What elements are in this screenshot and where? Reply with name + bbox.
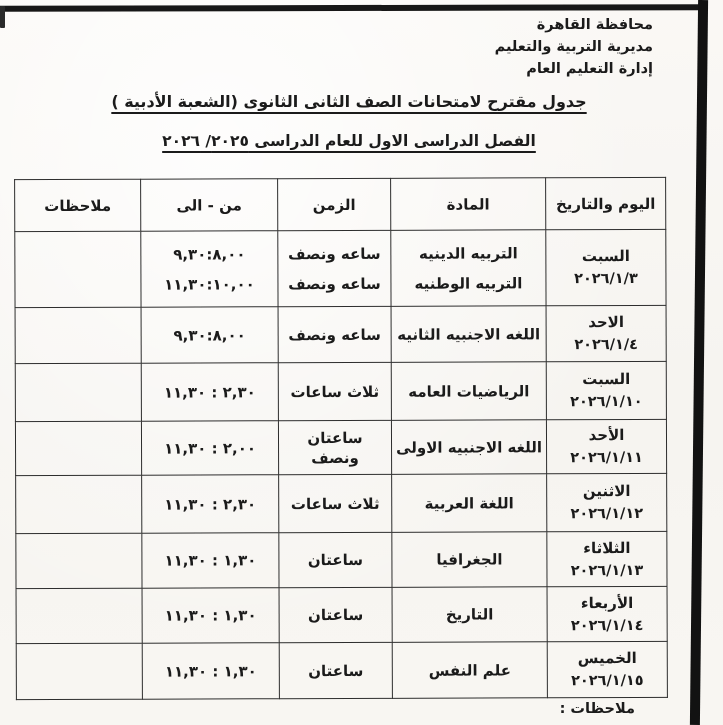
day-name: الاثنين: [582, 481, 631, 501]
day-name: السبت: [582, 369, 631, 389]
cell-subject: [392, 642, 547, 699]
time-line: ١١,٣٠:١٠,٠٠: [164, 274, 255, 294]
header-day-date: اليوم والتاريخ: [546, 177, 666, 229]
subject-line: اللغه الاجنبيه الاولى: [396, 437, 543, 457]
day-name: الأربعاء: [580, 593, 634, 612]
subject-line: علم النفس: [428, 660, 511, 680]
time-line: ٩,٣٠:٨,٠٠: [173, 325, 246, 345]
exam-date: ٢٠٢٦/١/١٤: [570, 617, 644, 634]
cell-day-date: [547, 641, 667, 697]
subject-line: اللغه الاجنبيه الثانيه: [397, 324, 541, 344]
exam-date: ٢٠٢٦/١/١٢: [570, 505, 644, 523]
time-line: ١,٣٠ : ١١,٣٠: [164, 551, 257, 570]
cell-day-date: [546, 229, 666, 305]
header-from-to: من - الى: [141, 179, 278, 231]
cell-from-to: [142, 475, 279, 533]
exam-schedule-table: [14, 177, 668, 700]
duration-line: ساعتان ونصف: [307, 428, 363, 467]
time-line: ١,٣٠ : ١١,٣٠: [164, 606, 257, 625]
subject-line: التربيه الوطنيه: [414, 273, 523, 293]
duration-line: ساعتان: [307, 605, 364, 625]
exam-table-body: [15, 229, 668, 699]
exam-date: ٢٠٢٦/١/٤: [574, 336, 639, 354]
duration-line: ساعه ونصف: [288, 244, 381, 263]
letterhead-administration: إدارة التعليم العام: [526, 61, 653, 77]
cell-subject: [392, 587, 547, 643]
time-line: ١,٣٠ : ١١,٣٠: [164, 661, 257, 681]
table-row: [15, 229, 666, 307]
table-row: [16, 531, 667, 588]
table-row: [15, 361, 666, 421]
header-duration: الزمن: [278, 178, 391, 230]
cell-duration: [279, 532, 392, 587]
cell-from-to: [141, 421, 278, 475]
cell-notes: [16, 643, 142, 699]
table-row: [16, 641, 667, 699]
cell-from-to: [142, 643, 279, 699]
cell-from-to: [142, 588, 279, 643]
subject-line: الجغرافيا: [436, 550, 503, 569]
cell-subject: [392, 532, 547, 588]
time-line: ٢,٣٠ : ١١,٣٠: [164, 494, 257, 514]
subject-line: التربيه الدينيه: [418, 243, 518, 263]
cell-day-date: [547, 586, 667, 641]
cell-notes: [15, 231, 141, 307]
time-line: ٩,٣٠:٨,٠٠: [173, 244, 246, 264]
exam-date: ٢٠٢٦/١/١٥: [571, 672, 644, 690]
table-row: [16, 473, 667, 533]
day-name: الثلاثاء: [583, 538, 631, 557]
cell-notes: [16, 475, 142, 533]
scan-top-edge-bar: [0, 4, 708, 11]
duration-line: ساعه ونصف: [288, 325, 381, 344]
cell-notes: [16, 588, 142, 643]
exam-date: ٢٠٢٦/١/١١: [570, 449, 643, 467]
document-subtitle: الفصل الدراسى الاول للعام الدراسى ٢٠٢٥/ ٢٠٢٦: [162, 132, 536, 150]
cell-subject: [391, 306, 546, 363]
cell-subject: [391, 230, 546, 307]
duration-line: ثلاث ساعات: [290, 494, 380, 513]
cell-from-to: [141, 363, 278, 421]
header-notes: ملاحظات: [15, 179, 141, 231]
cell-subject: [392, 474, 547, 533]
document-title: جدول مقترح لامتحانات الصف الثانى الثانوى (الشعبة الأدبية ): [111, 92, 587, 111]
subject-line: التاريخ: [445, 605, 494, 624]
cell-day-date: [547, 531, 667, 586]
day-name: الأحد: [588, 426, 625, 445]
cell-notes: [15, 363, 141, 421]
header-subject: المادة: [391, 178, 546, 231]
day-name: الاحد: [588, 313, 625, 332]
subject-line: الرياضيات العامه: [408, 381, 530, 401]
cell-duration: [278, 230, 391, 306]
cell-day-date: [546, 305, 666, 361]
time-line: ٢,٠٠ : ١١,٣٠: [164, 438, 257, 458]
time-line: ٢,٣٠ : ١١,٣٠: [163, 382, 256, 402]
table-row: [15, 419, 666, 475]
exam-date: ٢٠٢٦/١/١٣: [570, 562, 644, 579]
day-name: الخميس: [577, 648, 637, 668]
duration-line: ساعه ونصف: [288, 274, 381, 293]
letterhead-directorate: مديرية التربية والتعليم: [494, 39, 653, 55]
cell-from-to: [142, 533, 279, 588]
document-title-block: [0, 92, 698, 150]
scan-left-edge-mark: [0, 6, 5, 28]
cell-duration: [279, 642, 392, 698]
cell-subject: [391, 362, 546, 421]
table-row: [16, 586, 667, 643]
duration-line: ساعتان: [307, 550, 364, 570]
cell-from-to: [141, 231, 278, 307]
cell-duration: [278, 420, 391, 474]
cell-duration: [279, 587, 392, 642]
cell-day-date: [546, 361, 666, 419]
table-row: [15, 305, 666, 363]
cell-duration: [278, 306, 391, 362]
exam-date: ٢٠٢٦/١/٣: [574, 270, 638, 288]
table-header-row: [15, 177, 666, 231]
cell-subject: [391, 420, 546, 475]
agency-letterhead: [495, 14, 653, 80]
cell-from-to: [141, 307, 278, 363]
footer-notes-label: ملاحظات :: [559, 701, 635, 717]
exam-date: ٢٠٢٦/١/١٠: [570, 393, 643, 411]
duration-line: ثلاث ساعات: [290, 382, 380, 401]
cell-duration: [278, 362, 391, 420]
day-name: السبت: [581, 246, 630, 266]
cell-notes: [15, 421, 141, 475]
cell-notes: [15, 307, 141, 363]
letterhead-governorate: محافظة القاهرة: [536, 17, 653, 33]
cell-day-date: [547, 473, 667, 531]
table-header: [15, 177, 666, 231]
subject-line: اللغة العربية: [424, 493, 514, 513]
duration-line: ساعتان: [308, 661, 364, 680]
cell-duration: [279, 474, 392, 532]
cell-notes: [16, 533, 142, 588]
cell-day-date: [546, 419, 666, 473]
